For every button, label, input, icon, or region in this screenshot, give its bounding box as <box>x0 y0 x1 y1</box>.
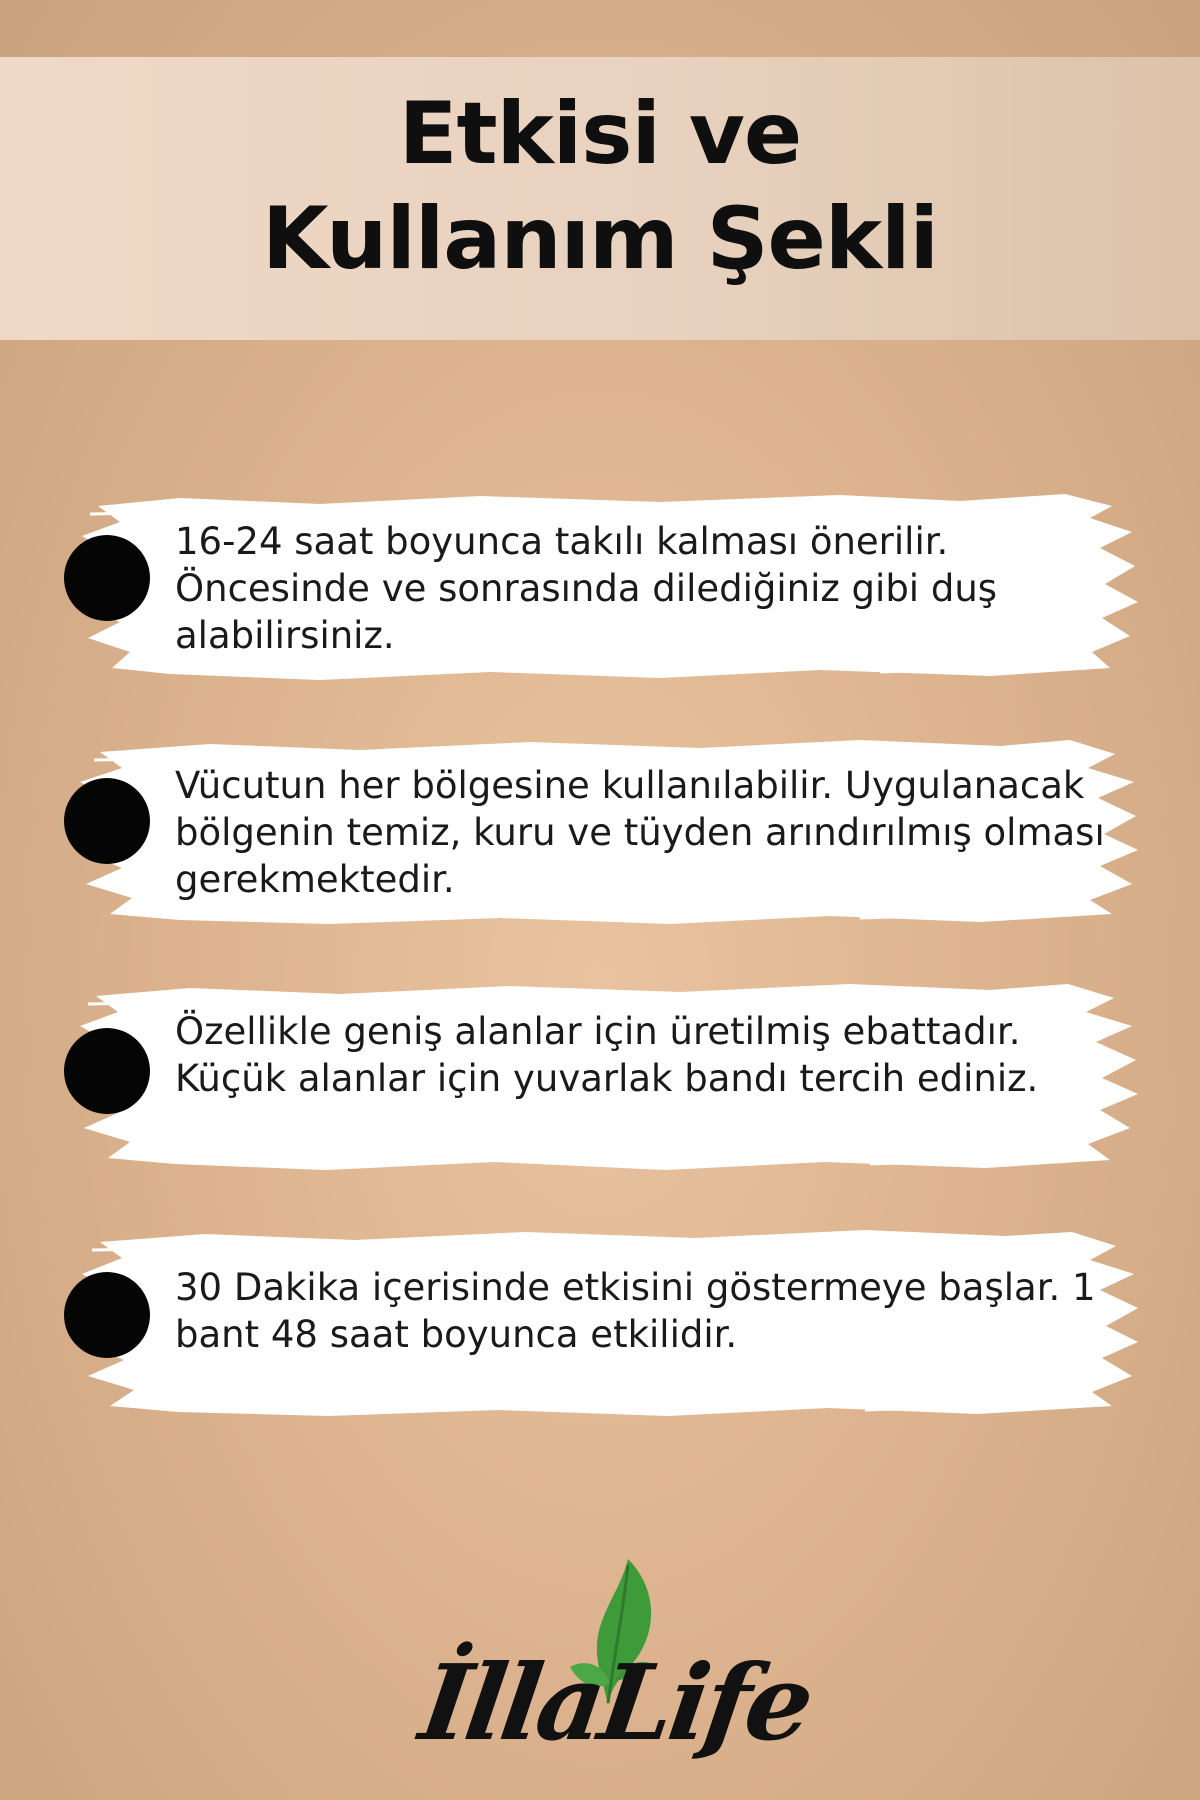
black-dot-icon <box>64 1272 150 1358</box>
info-item-1 <box>60 492 1140 682</box>
info-item-3 <box>60 982 1140 1172</box>
info-item-text: 30 Dakika içerisinde etkisini göstermeye başlar. 1 bant 48 saat boyunca etkilidir. <box>175 1266 1096 1356</box>
page-title <box>0 82 1200 292</box>
info-item-2 <box>60 736 1140 926</box>
black-dot-icon <box>64 1028 150 1114</box>
brand-logo <box>400 1555 818 1785</box>
title-line-2: Kullanım Şekli <box>261 189 938 289</box>
black-dot-icon <box>64 778 150 864</box>
info-item-4 <box>60 1228 1140 1418</box>
info-item-text: Özellikle geniş alanlar için üretilmiş ebattadır. Küçük alanlar için yuvarlak bandı tercih ediniz. <box>175 1010 1039 1100</box>
title-line-1: Etkisi ve <box>398 84 802 184</box>
info-item-text: 16-24 saat boyunca takılı kalması önerilir. Öncesinde ve sonrasında dilediğiniz gibi duş alabilirsiniz. <box>175 520 998 657</box>
logo-text: İllaLife <box>413 1641 818 1764</box>
black-dot-icon <box>64 535 150 621</box>
info-item-text: Vücutun her bölgesine kullanılabilir. Uygulanacak bölgenin temiz, kuru ve tüyden arındırılmış olması gerekmektedir. <box>175 764 1105 901</box>
